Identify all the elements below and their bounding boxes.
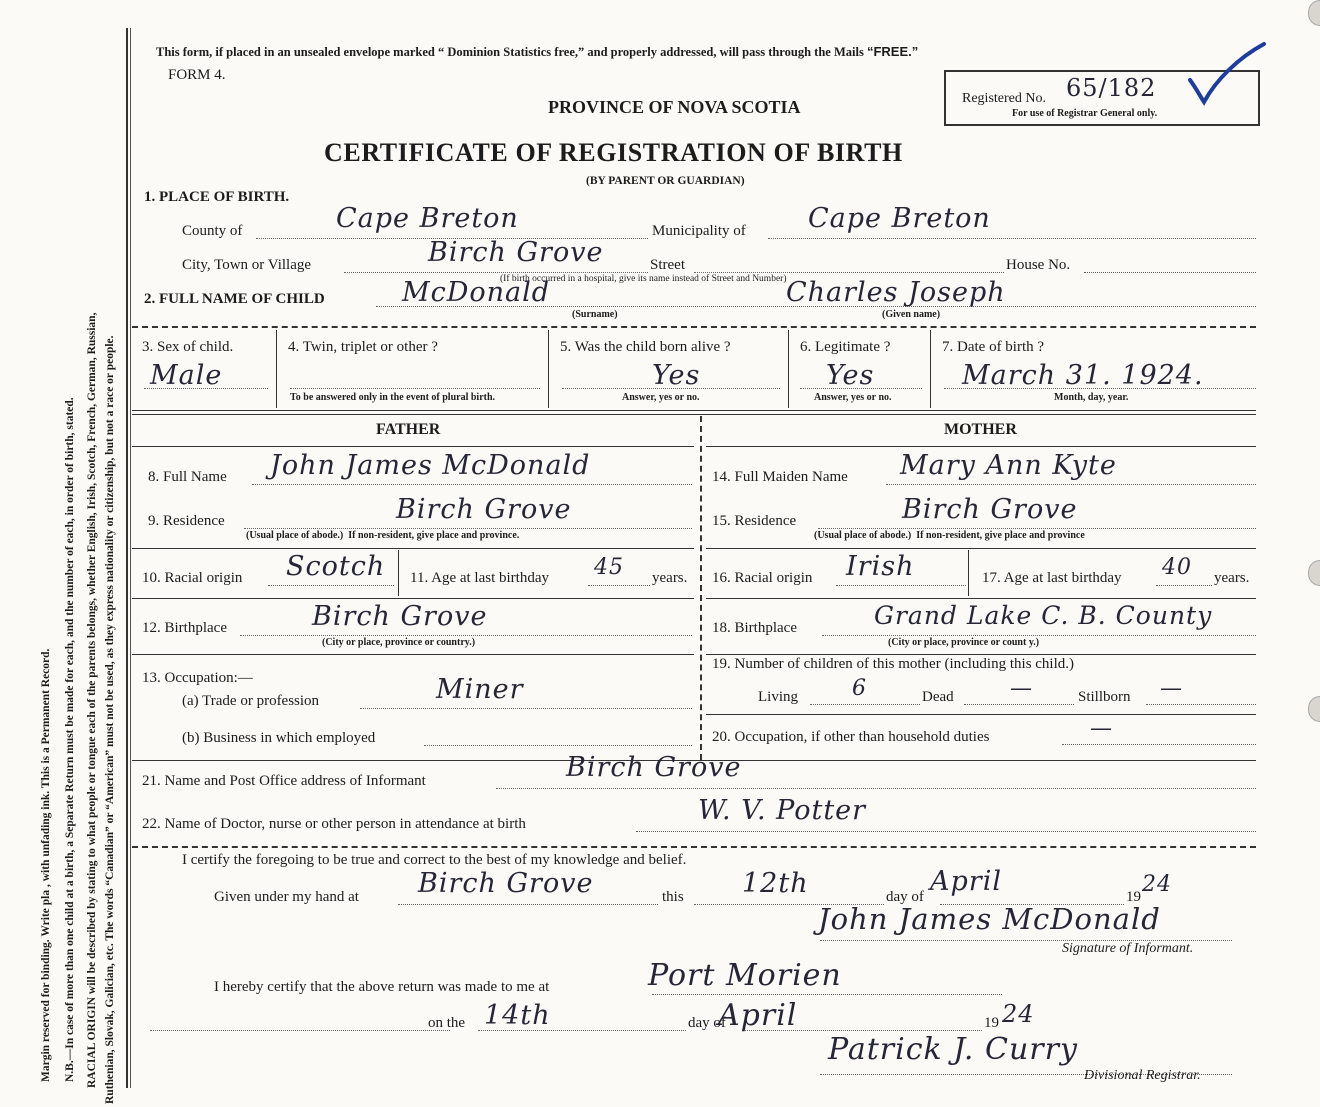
twin-label: 4. Twin, triplet or other ?	[288, 339, 438, 355]
section-rule	[132, 414, 1256, 415]
informant-value: Birch Grove	[566, 752, 742, 783]
legitimate-note: Answer, yes or no.	[814, 392, 892, 403]
informant-line	[496, 788, 1256, 789]
legitimate-label: 6. Legitimate ?	[800, 339, 891, 355]
section-divider	[132, 846, 1256, 848]
mother-occupation-line	[1062, 744, 1256, 745]
mother-age-value: 40	[1162, 555, 1192, 580]
informant-signature: John James McDonald	[818, 902, 1161, 936]
given-under-hand-label: Given under my hand at	[214, 889, 359, 905]
municipality-label: Municipality of	[652, 223, 746, 239]
punch-hole	[1308, 696, 1320, 722]
mother-racial-origin-value: Irish	[846, 551, 915, 582]
section-rule	[132, 410, 1256, 411]
this-label: this	[662, 889, 684, 905]
reg-day-value: 14th	[484, 1000, 551, 1031]
father-age-label: 11. Age at last birthday	[410, 570, 549, 586]
house-number-line	[1084, 272, 1256, 273]
mother-birthplace-line	[822, 635, 1256, 636]
mother-birthplace-label: 18. Birthplace	[712, 620, 797, 636]
day-of-label: day of	[886, 889, 924, 905]
municipality-line	[768, 238, 1256, 239]
living-label: Living	[758, 689, 798, 705]
registration-label: Registered No.	[962, 91, 1046, 106]
father-heading: FATHER	[376, 421, 441, 438]
month-value: April	[930, 866, 1002, 897]
twin-note: To be answered only in the event of plural birth.	[290, 392, 496, 403]
father-age-unit: years.	[652, 570, 688, 586]
city-value: Birch Grove	[428, 237, 604, 268]
margin-note-racial-origin-cont: Ruthenian, Slovak, Galician, etc. The words “Canadian” or “American” must not be used, as they express nationality or citizenship, but not a race or people.	[104, 335, 116, 1104]
sex-label: 3. Sex of child.	[142, 339, 234, 355]
year-value: 24	[1142, 872, 1172, 897]
mother-age-unit: years.	[1214, 570, 1250, 586]
row-rule	[132, 548, 694, 549]
row-rule	[132, 654, 694, 655]
father-racial-origin-line	[268, 585, 394, 586]
date-of-birth-label: 7. Date of birth ?	[942, 339, 1045, 355]
father-birthplace-label: 12. Birthplace	[142, 620, 227, 636]
father-occupation-label: 13. Occupation:—	[142, 670, 253, 686]
informant-label: 21. Name and Post Office address of Informant	[142, 773, 426, 789]
city-line	[344, 272, 648, 273]
father-name-value: John James McDonald	[270, 450, 591, 481]
page-title: CERTIFICATE OF REGISTRATION OF BIRTH	[324, 138, 903, 167]
given-place-line	[398, 904, 658, 905]
row-rule	[132, 598, 694, 599]
row-rule	[706, 714, 1256, 715]
father-residence-note: (Usual place of abode.) If non-resident, give place and province.	[246, 530, 520, 541]
dead-value: —	[1010, 676, 1033, 701]
reg-month-value: April	[718, 998, 798, 1033]
mother-occupation-label: 20. Occupation, if other than household duties	[712, 729, 990, 745]
mother-residence-note: (Usual place of abode.) If non-resident, give place and province	[814, 530, 1085, 541]
margin-note-multiple-births: N.B.—In case of more than one child at a birth, a Separate Return must be made for each, and the number of each, in order of birth, stated.	[64, 397, 76, 1082]
registrar-place-line	[652, 994, 1002, 995]
father-residence-value: Birch Grove	[396, 494, 572, 525]
doctor-value: W. V. Potter	[698, 795, 867, 826]
date-of-birth-value: March 31. 1924.	[962, 360, 1204, 391]
row-rule	[706, 548, 1256, 549]
father-heading-rule	[132, 446, 694, 447]
city-label: City, Town or Village	[182, 257, 312, 273]
registrar-signature-caption: Divisional Registrar.	[1084, 1068, 1201, 1083]
mail-notice: This form, if placed in an unsealed envelope marked “ Dominion Statistics free,” and properly addressed, will pass through the Mails “FREE.”	[156, 44, 919, 59]
street-line	[694, 272, 1004, 273]
parents-divider	[700, 416, 702, 760]
doctor-label: 22. Name of Doctor, nurse or other person in attendance at birth	[142, 816, 526, 832]
column-rule	[548, 330, 549, 408]
father-trade-label: (a) Trade or profession	[182, 693, 320, 709]
child-given-name-value: Charles Joseph	[786, 277, 1006, 308]
registration-note: For use of Registrar General only.	[1012, 108, 1158, 119]
reg-year-value: 24	[1002, 1000, 1035, 1028]
doctor-line	[636, 831, 1256, 832]
province-heading: PROVINCE OF NOVA SCOTIA	[548, 97, 801, 117]
day-value: 12th	[742, 868, 809, 899]
twin-line	[290, 388, 540, 389]
stillborn-line	[1146, 704, 1256, 705]
surname-caption: (Surname)	[572, 309, 618, 320]
place-of-birth-heading: 1. PLACE OF BIRTH.	[144, 189, 290, 205]
section-divider	[132, 326, 1256, 328]
house-number-label: House No.	[1006, 257, 1071, 273]
father-racial-origin-value: Scotch	[286, 551, 386, 582]
registrar-blank-line	[150, 1030, 450, 1031]
year-prefix: 19	[1126, 889, 1141, 905]
street-label: Street	[650, 257, 685, 273]
father-racial-origin-label: 10. Racial origin	[142, 570, 243, 586]
born-alive-note: Answer, yes or no.	[622, 392, 700, 403]
county-value: Cape Breton	[336, 203, 519, 234]
mother-residence-line	[818, 528, 1256, 529]
father-age-line	[588, 585, 650, 586]
born-alive-label: 5. Was the child born alive ?	[560, 339, 731, 355]
living-line	[810, 704, 920, 705]
mother-name-line	[886, 484, 1256, 485]
living-value: 6	[852, 676, 867, 701]
mother-heading: MOTHER	[944, 421, 1017, 438]
registrar-signature: Patrick J. Curry	[828, 1032, 1078, 1067]
margin-note-racial-origin: RACIAL ORIGIN will be described by stating to what people or tongue each of the parents belongs, whether English, Irish, Scotch, French, German, Russian,	[86, 312, 98, 1088]
mother-birthplace-note: (City or place, province or count y.)	[888, 637, 1040, 648]
mother-racial-origin-label: 16. Racial origin	[712, 570, 813, 586]
column-rule	[276, 330, 277, 408]
born-alive-value: Yes	[652, 360, 701, 391]
page-subtitle: (BY PARENT OR GUARDIAN)	[586, 175, 745, 187]
father-trade-value: Miner	[436, 674, 524, 705]
father-name-line	[252, 484, 692, 485]
father-residence-label: 9. Residence	[148, 513, 225, 529]
mother-occupation-value: —	[1090, 716, 1113, 741]
mother-age-label: 17. Age at last birthday	[982, 570, 1122, 586]
given-name-caption: (Given name)	[882, 309, 941, 320]
dead-label: Dead	[922, 689, 954, 705]
dead-line	[964, 704, 1074, 705]
father-residence-line	[244, 528, 692, 529]
mother-residence-value: Birch Grove	[902, 494, 1078, 525]
row-rule	[706, 654, 1256, 655]
on-the-label: on the	[428, 1015, 466, 1031]
given-place-value: Birch Grove	[418, 868, 594, 899]
checkmark-icon	[1186, 40, 1268, 110]
punch-hole	[1308, 560, 1320, 586]
certification-statement: I certify the foregoing to be true and correct to the best of my knowledge and belief.	[182, 852, 687, 868]
father-business-line	[424, 745, 692, 746]
father-age-value: 45	[594, 555, 624, 580]
mother-name-label: 14. Full Maiden Name	[712, 469, 848, 485]
binding-margin-rule	[130, 28, 131, 1088]
father-trade-line	[360, 708, 692, 709]
margin-note-binding: Margin reserved for binding. Write pla , with unfading ink. This is a Permanent Record.	[40, 648, 52, 1082]
father-birthplace-value: Birch Grove	[312, 601, 488, 632]
registrar-place-value: Port Morien	[648, 958, 842, 993]
mother-heading-rule	[706, 446, 1256, 447]
registration-number: 65/182	[1066, 74, 1157, 102]
father-birthplace-line	[240, 635, 692, 636]
child-surname-value: McDonald	[402, 277, 551, 308]
column-rule	[968, 550, 969, 596]
mother-birthplace-value: Grand Lake C. B. County	[874, 601, 1213, 630]
children-count-label: 19. Number of children of this mother (including this child.)	[712, 656, 1075, 672]
column-rule	[930, 330, 931, 408]
date-of-birth-note: Month, day, year.	[1054, 392, 1129, 403]
county-label: County of	[182, 223, 243, 239]
reg-day-of-label: day of	[688, 1015, 726, 1031]
father-business-label: (b) Business in which employed	[182, 730, 376, 746]
mother-racial-origin-line	[836, 585, 966, 586]
mother-residence-label: 15. Residence	[712, 513, 797, 529]
mother-name-value: Mary Ann Kyte	[900, 450, 1117, 481]
informant-signature-caption: Signature of Informant.	[1062, 941, 1194, 956]
father-name-label: 8. Full Name	[148, 469, 227, 485]
column-rule	[788, 330, 789, 408]
punch-hole	[1308, 0, 1320, 26]
reg-year-prefix: 19	[984, 1015, 999, 1031]
child-name-label: 2. FULL NAME OF CHILD	[144, 291, 325, 307]
sex-value: Male	[150, 360, 223, 391]
registrar-statement: I hereby certify that the above return was made to me at	[214, 979, 550, 995]
father-birthplace-note: (City or place, province or country.)	[322, 637, 476, 648]
binding-margin-rule	[126, 28, 128, 1088]
stillborn-label: Stillborn	[1078, 689, 1131, 705]
municipality-value: Cape Breton	[808, 203, 991, 234]
hospital-note: (If birth occurred in a hospital, give its name instead of Street and Number)	[500, 274, 787, 284]
legitimate-value: Yes	[826, 360, 875, 391]
mother-age-line	[1156, 585, 1212, 586]
column-rule	[398, 550, 399, 596]
stillborn-value: —	[1160, 676, 1183, 701]
form-number: FORM 4.	[168, 67, 226, 83]
row-rule	[706, 598, 1256, 599]
